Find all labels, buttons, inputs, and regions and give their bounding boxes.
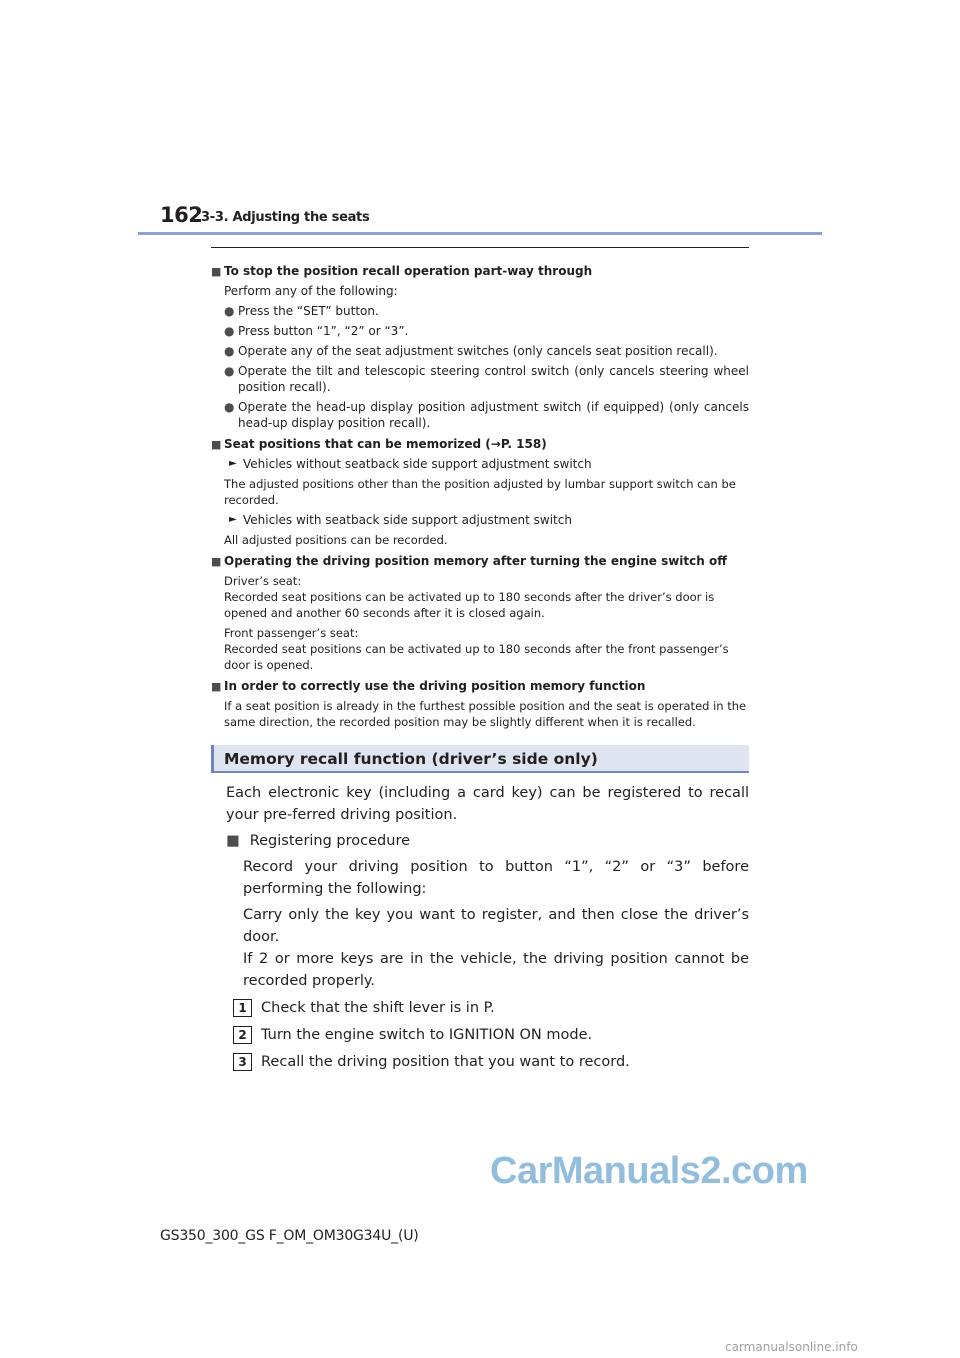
memory-section [211, 782, 749, 1073]
intro-text: Each electronic key (including a card key) can be registered to recall your pre-ferred driving position. [226, 785, 749, 823]
info-text: If a seat position is already in the furthest possible position and the seat is operated in the same direction, the recorded position may be slightly different when it is recalled. [224, 699, 747, 729]
procedure-text: If 2 or more keys are in the vehicle, the driving position cannot be recorded properly. [243, 951, 749, 989]
info-label: Driver’s seat: [224, 574, 302, 588]
triangle-right-icon: ► [229, 514, 237, 525]
info-text: The adjusted positions other than the position adjusted by lumbar support switch can be recorded. [224, 477, 736, 507]
list-item: ● Operate the tilt and telescopic steering control switch (only cancels steering wheel position recall). [224, 364, 749, 394]
step-number-badge: 2 [233, 1026, 252, 1044]
circle-bullet-icon: ● [224, 324, 235, 338]
info-text: Perform any of the following: [224, 284, 398, 298]
circle-bullet-icon: ● [224, 400, 235, 414]
square-bullet-icon: ■ [211, 438, 222, 451]
info-heading: ■ To stop the position recall operation part-way through [211, 264, 593, 278]
sub-heading: ■ Registering procedure [226, 833, 411, 849]
square-bullet-icon: ■ [211, 680, 222, 693]
header-rule [138, 232, 822, 235]
list-item: ● Operate any of the seat adjustment switches (only cancels seat position recall). [224, 344, 718, 358]
info-heading: ■ Seat positions that can be memorized (→P. 158) [211, 437, 547, 451]
watermark-logo: CarManuals2.com [490, 1150, 808, 1192]
square-bullet-icon: ■ [226, 833, 240, 849]
circle-bullet-icon: ● [224, 344, 235, 358]
info-text: All adjusted positions can be recorded. [224, 533, 448, 547]
variant-label: ► Vehicles without seatback side support adjustment switch [229, 457, 592, 471]
section-title: 3-3. Adjusting the seats [201, 210, 370, 225]
variant-label: ► Vehicles with seatback side support adjustment switch [229, 513, 572, 527]
document-code: GS350_300_GS F_OM_OM30G34U_(U) [160, 1228, 419, 1244]
step-item: 1 Check that the shift lever is in P. [211, 997, 749, 1019]
step-number-badge: 3 [233, 1053, 252, 1071]
triangle-right-icon: ► [229, 458, 237, 469]
procedure-text: Carry only the key you want to register, and then close the driver’s door. [243, 907, 749, 945]
square-bullet-icon: ■ [211, 555, 222, 568]
info-text: Recorded seat positions can be activated up to 180 seconds after the driver’s door is opened and another 60 seconds after it is closed again. [224, 590, 715, 620]
info-heading: ■ In order to correctly use the driving position memory function [211, 679, 646, 693]
section-header-title: Memory recall function (driver’s side only) [224, 750, 598, 768]
info-label: Front passenger’s seat: [224, 626, 359, 640]
circle-bullet-icon: ● [224, 304, 235, 318]
page-number: 162 [160, 203, 203, 227]
section-header [211, 745, 749, 773]
list-item: ● Operate the head-up display position adjustment switch (if equipped) (only cancels head-up display position recall). [224, 400, 749, 430]
list-item: ● Press the “SET” button. [224, 304, 379, 318]
circle-bullet-icon: ● [224, 364, 235, 378]
step-item: 2 Turn the engine switch to IGNITION ON mode. [211, 1024, 749, 1046]
list-item: ● Press button “1”, “2” or “3”. [224, 324, 409, 338]
info-text: Recorded seat positions can be activated up to 180 seconds after the front passenger’s door is opened. [224, 642, 729, 672]
info-section [211, 258, 749, 730]
square-bullet-icon: ■ [211, 265, 222, 278]
step-number-badge: 1 [233, 999, 252, 1017]
bottom-watermark: carmanualsonline.info [725, 1340, 858, 1354]
info-heading: ■ Operating the driving position memory after turning the engine switch off [211, 554, 727, 568]
step-item: 3 Recall the driving position that you want to record. [211, 1051, 749, 1073]
divider [211, 247, 749, 248]
procedure-text: Record your driving position to button “1”, “2” or “3” before performing the following: [243, 859, 749, 897]
